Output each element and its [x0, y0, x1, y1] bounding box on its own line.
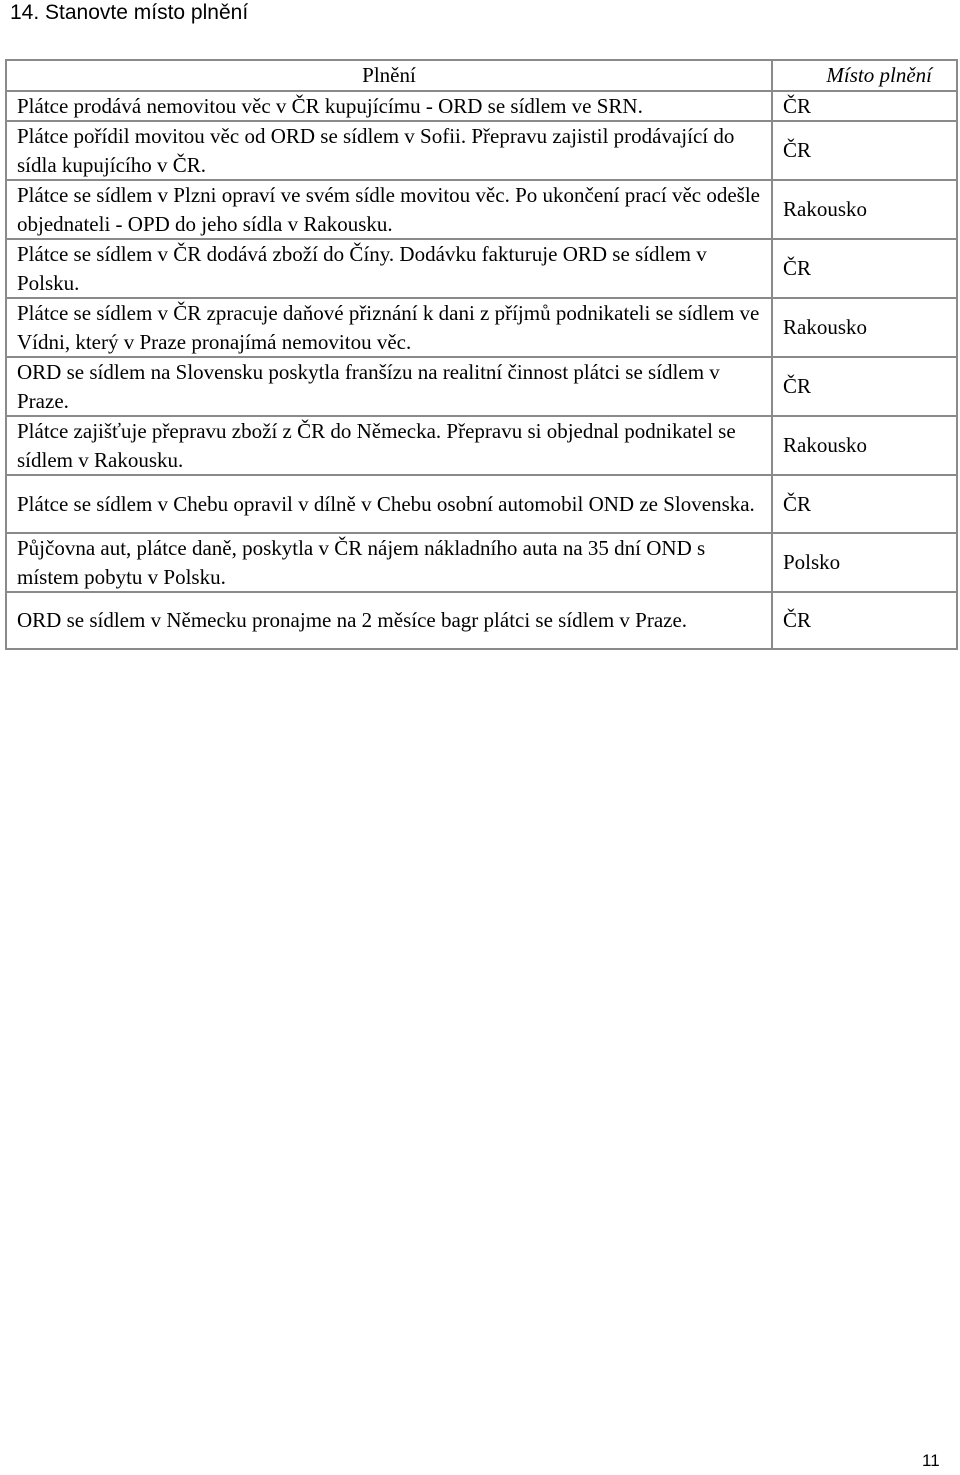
supply-cell: Plátce prodává nemovitou věc v ČR kupujícímu - ORD se sídlem ve SRN. [6, 91, 772, 122]
place-cell: ČR [772, 475, 957, 533]
place-cell: ČR [772, 592, 957, 649]
header-place: Místo plnění [772, 60, 957, 91]
supply-cell: Plátce zajišťuje přepravu zboží z ČR do Německa. Přepravu si objednal podnikatel se sídlem v Rakousku. [6, 416, 772, 475]
table-row [6, 121, 957, 180]
table-row [6, 91, 957, 122]
task-table [5, 59, 958, 650]
place-cell: ČR [772, 91, 957, 122]
table-row [6, 475, 957, 533]
place-cell: ČR [772, 121, 957, 180]
supply-cell: ORD se sídlem v Německu pronajme na 2 měsíce bagr plátci se sídlem v Praze. [6, 592, 772, 649]
table-row [6, 180, 957, 239]
supply-cell: Plátce se sídlem v ČR dodává zboží do Číny. Dodávku fakturuje ORD se sídlem v Polsku. [6, 239, 772, 298]
table-row [6, 592, 957, 649]
table-row [6, 239, 957, 298]
header-supply: Plnění [6, 60, 772, 91]
table-row [6, 357, 957, 416]
supply-cell: Plátce se sídlem v Plzni opraví ve svém sídle movitou věc. Po ukončení prací věc odešle objednateli - OPD do jeho sídla v Rakousku. [6, 180, 772, 239]
supply-cell: Plátce pořídil movitou věc od ORD se sídlem v Sofii. Přepravu zajistil prodávající do sídla kupujícího v ČR. [6, 121, 772, 180]
supply-cell: Půjčovna aut, plátce daně, poskytla v ČR nájem nákladního auta na 35 dní OND s místem pobytu v Polsku. [6, 533, 772, 592]
supply-cell: ORD se sídlem na Slovensku poskytla franšízu na realitní činnost plátci se sídlem v Praze. [6, 357, 772, 416]
table-row [6, 298, 957, 357]
task-heading: 14. Stanovte místo plnění [10, 1, 249, 24]
supply-cell: Plátce se sídlem v Chebu opravil v dílně v Chebu osobní automobil OND ze Slovenska. [6, 475, 772, 533]
table-row [6, 533, 957, 592]
place-cell: ČR [772, 357, 957, 416]
place-cell: Rakousko [772, 180, 957, 239]
page-number: 11 [922, 1451, 940, 1470]
table-header-row [6, 60, 957, 91]
place-cell: Rakousko [772, 416, 957, 475]
place-cell: ČR [772, 239, 957, 298]
place-cell: Polsko [772, 533, 957, 592]
place-cell: Rakousko [772, 298, 957, 357]
table-row [6, 416, 957, 475]
supply-cell: Plátce se sídlem v ČR zpracuje daňové přiznání k dani z příjmů podnikateli se sídlem ve Vídni, který v Praze pronajímá nemovitou věc. [6, 298, 772, 357]
